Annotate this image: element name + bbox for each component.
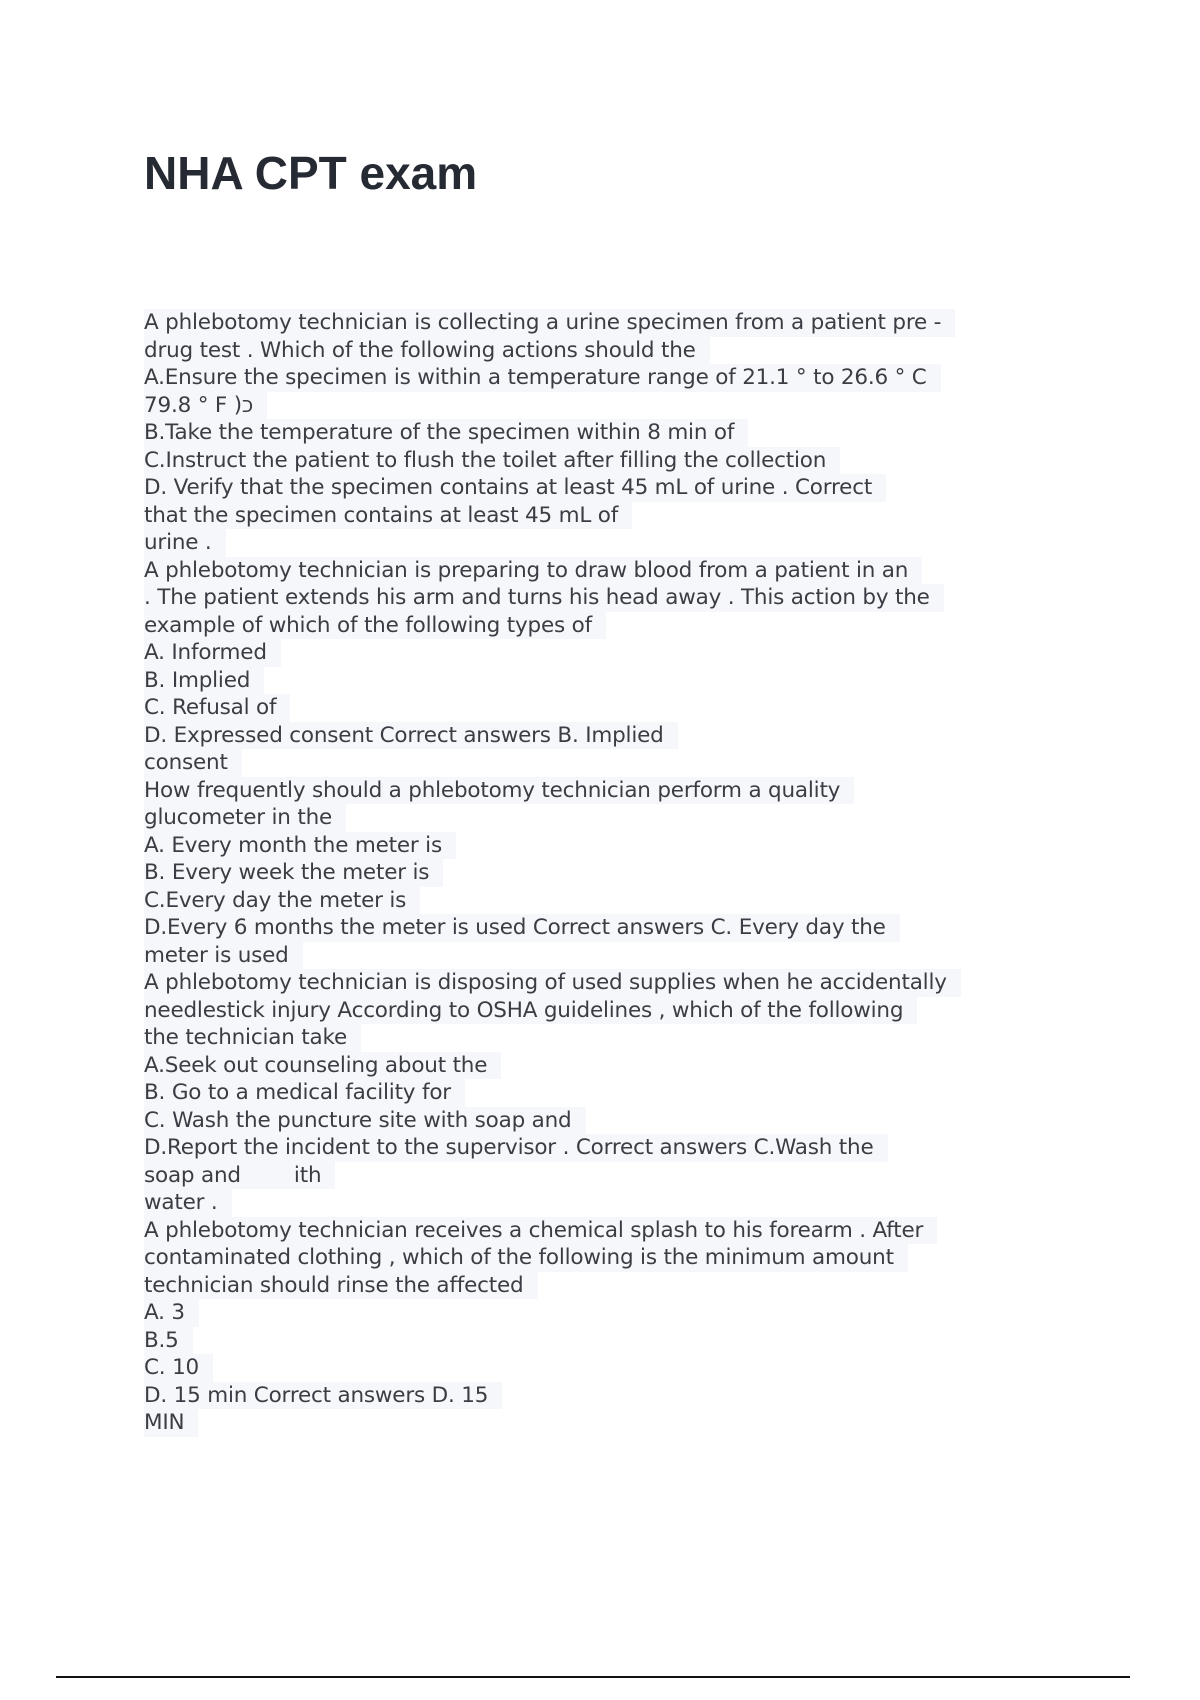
question-text-line: that the specimen contains at least 45 mL of — [144, 502, 632, 530]
question-text-line: A.Seek out counseling about the — [144, 1052, 501, 1080]
question-text-line: D.Every 6 months the meter is used Correct answers C. Every day the — [144, 914, 900, 942]
question-text-line: the technician take — [144, 1024, 361, 1052]
question-text-line: D. Expressed consent Correct answers B. Implied — [144, 722, 678, 750]
question-text-line: D.Report the incident to the supervisor . Correct answers C.Wash the — [144, 1134, 888, 1162]
question-text-line: needlestick injury According to OSHA guidelines , which of the following — [144, 997, 917, 1025]
question-text-line: A.Ensure the specimen is within a temperature range of 21.1 ° to 26.6 ° C — [144, 364, 941, 392]
question-text-line: B. Every week the meter is — [144, 859, 443, 887]
question-text-line: A phlebotomy technician is preparing to draw blood from a patient in an — [144, 557, 922, 585]
question-text-line: A. Every month the meter is — [144, 832, 456, 860]
question-text-line: C. Refusal of — [144, 694, 290, 722]
question-text-line: C.Every day the meter is — [144, 887, 420, 915]
question-text-line: glucometer in the — [144, 804, 346, 832]
question-text-line: C. 10 — [144, 1354, 213, 1382]
question-text-line: consent — [144, 749, 242, 777]
question-text-line: example of which of the following types of — [144, 612, 606, 640]
question-text-line: meter is used — [144, 942, 303, 970]
question-text-line: A. Informed — [144, 639, 281, 667]
footer-divider — [56, 1676, 1130, 1678]
question-text-line: How frequently should a phlebotomy technician perform a quality — [144, 777, 854, 805]
question-text-line: drug test . Which of the following actions should the — [144, 337, 710, 365]
question-text-line: contaminated clothing , which of the following is the minimum amount — [144, 1244, 908, 1272]
question-text-line: B. Go to a medical facility for — [144, 1079, 465, 1107]
question-text-line: C. Wash the puncture site with soap and — [144, 1107, 586, 1135]
question-text-line: D. 15 min Correct answers D. 15 — [144, 1382, 502, 1410]
question-block — [144, 557, 1084, 777]
document-title: NHA CPT exam — [144, 147, 478, 199]
question-text-line: soap and ith — [144, 1162, 335, 1190]
question-text-line: B.5 — [144, 1327, 193, 1355]
question-list — [144, 309, 1084, 1437]
question-block — [144, 1217, 1084, 1437]
question-text-line: A. 3 — [144, 1299, 199, 1327]
question-text-line: urine . — [144, 529, 226, 557]
question-text-line: C.Instruct the patient to flush the toilet after filling the collection — [144, 447, 840, 475]
question-text-line: B. Implied — [144, 667, 264, 695]
question-text-line: technician should rinse the affected — [144, 1272, 538, 1300]
question-block — [144, 777, 1084, 970]
question-text-line: MIN — [144, 1409, 198, 1437]
question-text-line: A phlebotomy technician receives a chemical splash to his forearm . After — [144, 1217, 937, 1245]
question-text-line: water . — [144, 1189, 232, 1217]
question-text-line: A phlebotomy technician is disposing of used supplies when he accidentally — [144, 969, 961, 997]
question-text-line: 79.8 ° F )כ — [144, 392, 267, 420]
question-text-line: A phlebotomy technician is collecting a urine specimen from a patient pre - — [144, 309, 955, 337]
question-text-line: . The patient extends his arm and turns his head away . This action by the — [144, 584, 944, 612]
question-text-line: B.Take the temperature of the specimen within 8 min of — [144, 419, 748, 447]
question-text-line: D. Verify that the specimen contains at least 45 mL of urine . Correct — [144, 474, 886, 502]
question-block — [144, 969, 1084, 1217]
question-block — [144, 309, 1084, 557]
